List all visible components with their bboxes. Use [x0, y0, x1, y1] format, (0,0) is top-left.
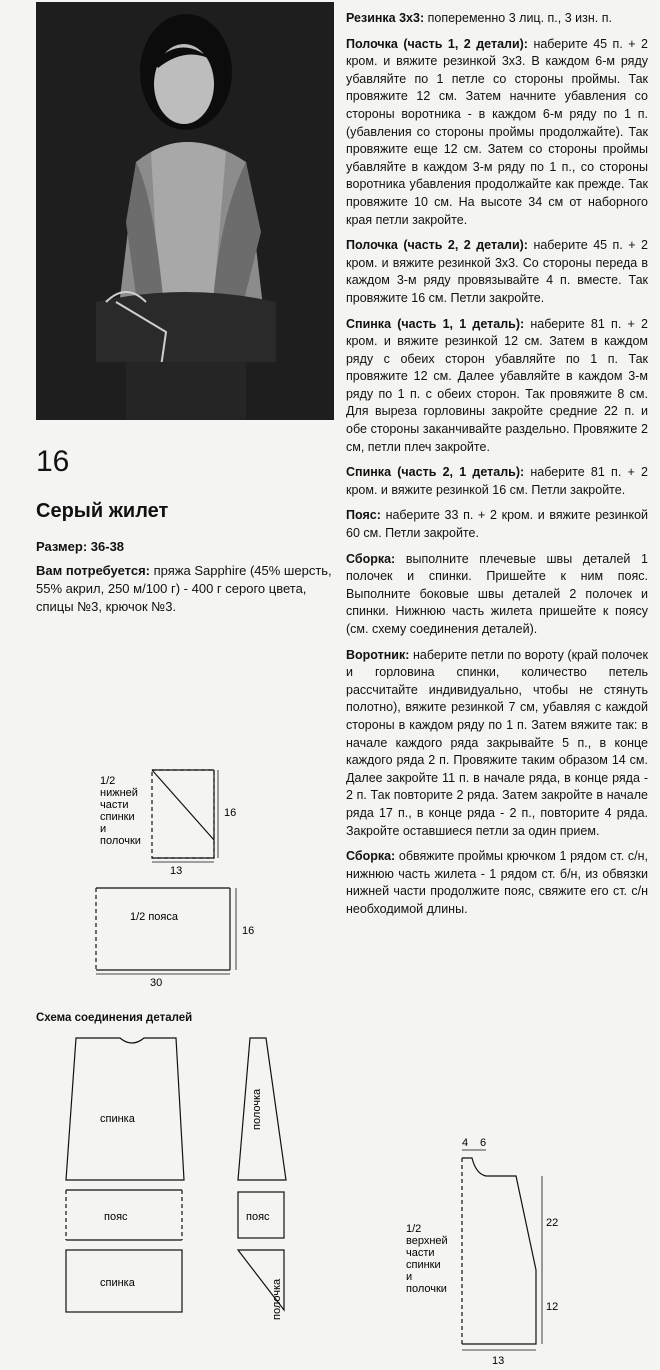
instruction-label: Сборка:	[346, 551, 396, 566]
lower-label-line: нижней	[100, 787, 138, 799]
instruction-text: наберите 45 п. + 2 кром. и вяжите резинкой 3х3. В каждом 6-м ряду убавляйте по 1 петле со стороны проймы. Так провяжите 12 см. Затем начните убавления со стороны воротника - в каждом 6-м ряду по 1 п. (убавления со стороны проймы продолжайте). Так провяжите еще 12 см. Затем со стороны проймы убавляйте в каждом 3-м ряду по 1 п., со стороны воротника убавления продолжайте как прежде. Так провяжите 10 см. На высоте 34 см от наборного края петли закройте.	[346, 36, 648, 227]
belt-label: 1/2 пояса	[130, 911, 178, 923]
instruction-paragraph	[346, 507, 648, 542]
upper-top-b: 6	[480, 1137, 487, 1149]
instruction-label: Сборка:	[346, 849, 396, 864]
lower-label-line: 1/2	[100, 775, 116, 787]
pattern-info	[36, 538, 336, 622]
instruction-label: Спинка (часть 2, 1 деталь):	[346, 465, 525, 480]
lower-width: 13	[170, 865, 183, 877]
lower-label-line: спинки	[100, 811, 135, 823]
instruction-text: наберите 81 п. + 2 кром. и вяжите резинкой 12 см. Затем в каждом ряду с обеих сторон убавляйте по 1 п. Так провяжите 12 см. Далее убавляйте в каждом 3-м ряду по 1 п. с обеих сторон. Так провяжите 8 см. Для выреза горловины закройте средние 22 п. и обе стороны заканчивайте раздельно. Провяжите 2 см, петли плеч закройте.	[346, 316, 648, 454]
pattern-number: 16	[36, 445, 70, 478]
instruction-text: наберите петли по вороту (край полочек и горловина спинки, количество петель рассчитайте индивидуально, чтобы не стянуть полотно), вяжите резинкой 7 см, убавляя с каждой стороны в каждом ряду по 1 п. Затем вяжите так: в начале каждого ряда закрывайте 5 п., в конце каждого ряда 2 п. Провяжите таким образом 14 см. Далее закройте 11 п. в начале ряда, в конце ряда - 2 п. Так повторите 2 ряда. Затем закройте в начале ряда 17 п., в конце ряда - 2 п., повторите 4 ряда. Закройте оставшиеся петли за один прием.	[346, 647, 648, 838]
schema-back-bottom: спинка	[100, 1277, 135, 1289]
instruction-label: Воротник:	[346, 647, 410, 662]
schema-back-top: спинка	[100, 1113, 135, 1125]
instruction-paragraph	[346, 316, 648, 457]
belt-width: 30	[150, 977, 163, 989]
schema-title: Схема соединения деталей	[36, 1012, 193, 1024]
schema-front-bottom: полочка	[271, 1278, 283, 1320]
instruction-text: наберите 81 п. + 2 кром. и вяжите резинкой 16 см. Петли закройте.	[346, 465, 648, 497]
instruction-text: наберите 33 п. + 2 кром. и вяжите резинкой 60 см. Петли закройте.	[346, 508, 648, 541]
upper-width: 13	[492, 1355, 505, 1367]
schema-belt-left: пояс	[104, 1211, 128, 1223]
upper-label-line: 1/2	[406, 1223, 422, 1235]
upper-h1: 22	[546, 1217, 559, 1229]
lower-height: 16	[224, 807, 237, 819]
instruction-paragraph	[346, 10, 648, 28]
upper-label-line: верхней	[406, 1235, 448, 1247]
instruction-text: попеременно 3 лиц. п., 3 изн. п.	[427, 11, 612, 25]
upper-part-diagram	[400, 1137, 580, 1368]
schema-front-top: полочка	[251, 1088, 263, 1130]
upper-label-line: полочки	[406, 1283, 447, 1295]
belt-height: 16	[242, 925, 255, 937]
instruction-label: Полочка (часть 1, 2 детали):	[346, 36, 528, 51]
instruction-paragraph	[346, 647, 648, 841]
lower-label-line: части	[100, 799, 129, 811]
belt-diagram	[90, 880, 270, 990]
lower-part-diagram	[90, 760, 260, 880]
lower-label-line: и	[100, 823, 107, 835]
instruction-text: обвяжите проймы крючком 1 рядом ст. с/н, нижнюю часть жилета - 1 рядом ст. б/н, из обвязки нижней части продолжите пояс, свяжите его ст. с/н необходимой длины.	[346, 849, 648, 916]
instruction-paragraph	[346, 36, 648, 230]
instruction-paragraph	[346, 848, 648, 918]
size-label: Размер:	[36, 539, 88, 554]
instruction-paragraph	[346, 464, 648, 499]
instruction-label: Резинка 3х3:	[346, 11, 425, 25]
instruction-label: Спинка (часть 1, 1 деталь):	[346, 316, 525, 331]
upper-h2: 12	[546, 1301, 559, 1313]
instruction-paragraph	[346, 237, 648, 307]
materials-text: пряжа Sapphire (45% шерсть, 55% акрил, 250 м/100 г) - 400 г серого цвета, спицы №3, крючок №3.	[36, 563, 332, 614]
instructions-column	[346, 10, 648, 927]
instruction-paragraph	[346, 551, 648, 639]
size-line	[36, 538, 336, 556]
instruction-text: выполните плечевые швы деталей 1 полочек и спинки. Пришейте к ним пояс. Выполните боковые швы деталей 2 полочек и спинки. Нижнюю часть жилета пришейте к поясу (см. схему соединения деталей).	[346, 551, 648, 636]
pattern-title: Серый жилет	[36, 500, 169, 522]
assembly-schema	[60, 1030, 300, 1330]
lower-label-line: полочки	[100, 835, 141, 847]
materials-line	[36, 562, 336, 616]
schema-belt-right: пояс	[246, 1211, 270, 1223]
instruction-text: наберите 45 п. + 2 кром. и вяжите резинкой 3х3. Со стороны переда в каждом 3-м ряду провязывайте 4 п. вместе. Так провяжите 16 см. Петли закройте.	[346, 238, 648, 305]
model-photo-illustration	[36, 2, 334, 420]
materials-label: Вам потребуется:	[36, 563, 150, 578]
model-photo	[36, 2, 334, 420]
instruction-label: Пояс:	[346, 508, 381, 523]
upper-label-line: спинки	[406, 1259, 441, 1271]
size-value: 36-38	[90, 539, 125, 554]
upper-top-a: 4	[462, 1137, 469, 1149]
instruction-label: Полочка (часть 2, 2 детали):	[346, 238, 528, 253]
upper-label-line: и	[406, 1271, 413, 1283]
upper-label-line: части	[406, 1247, 435, 1259]
